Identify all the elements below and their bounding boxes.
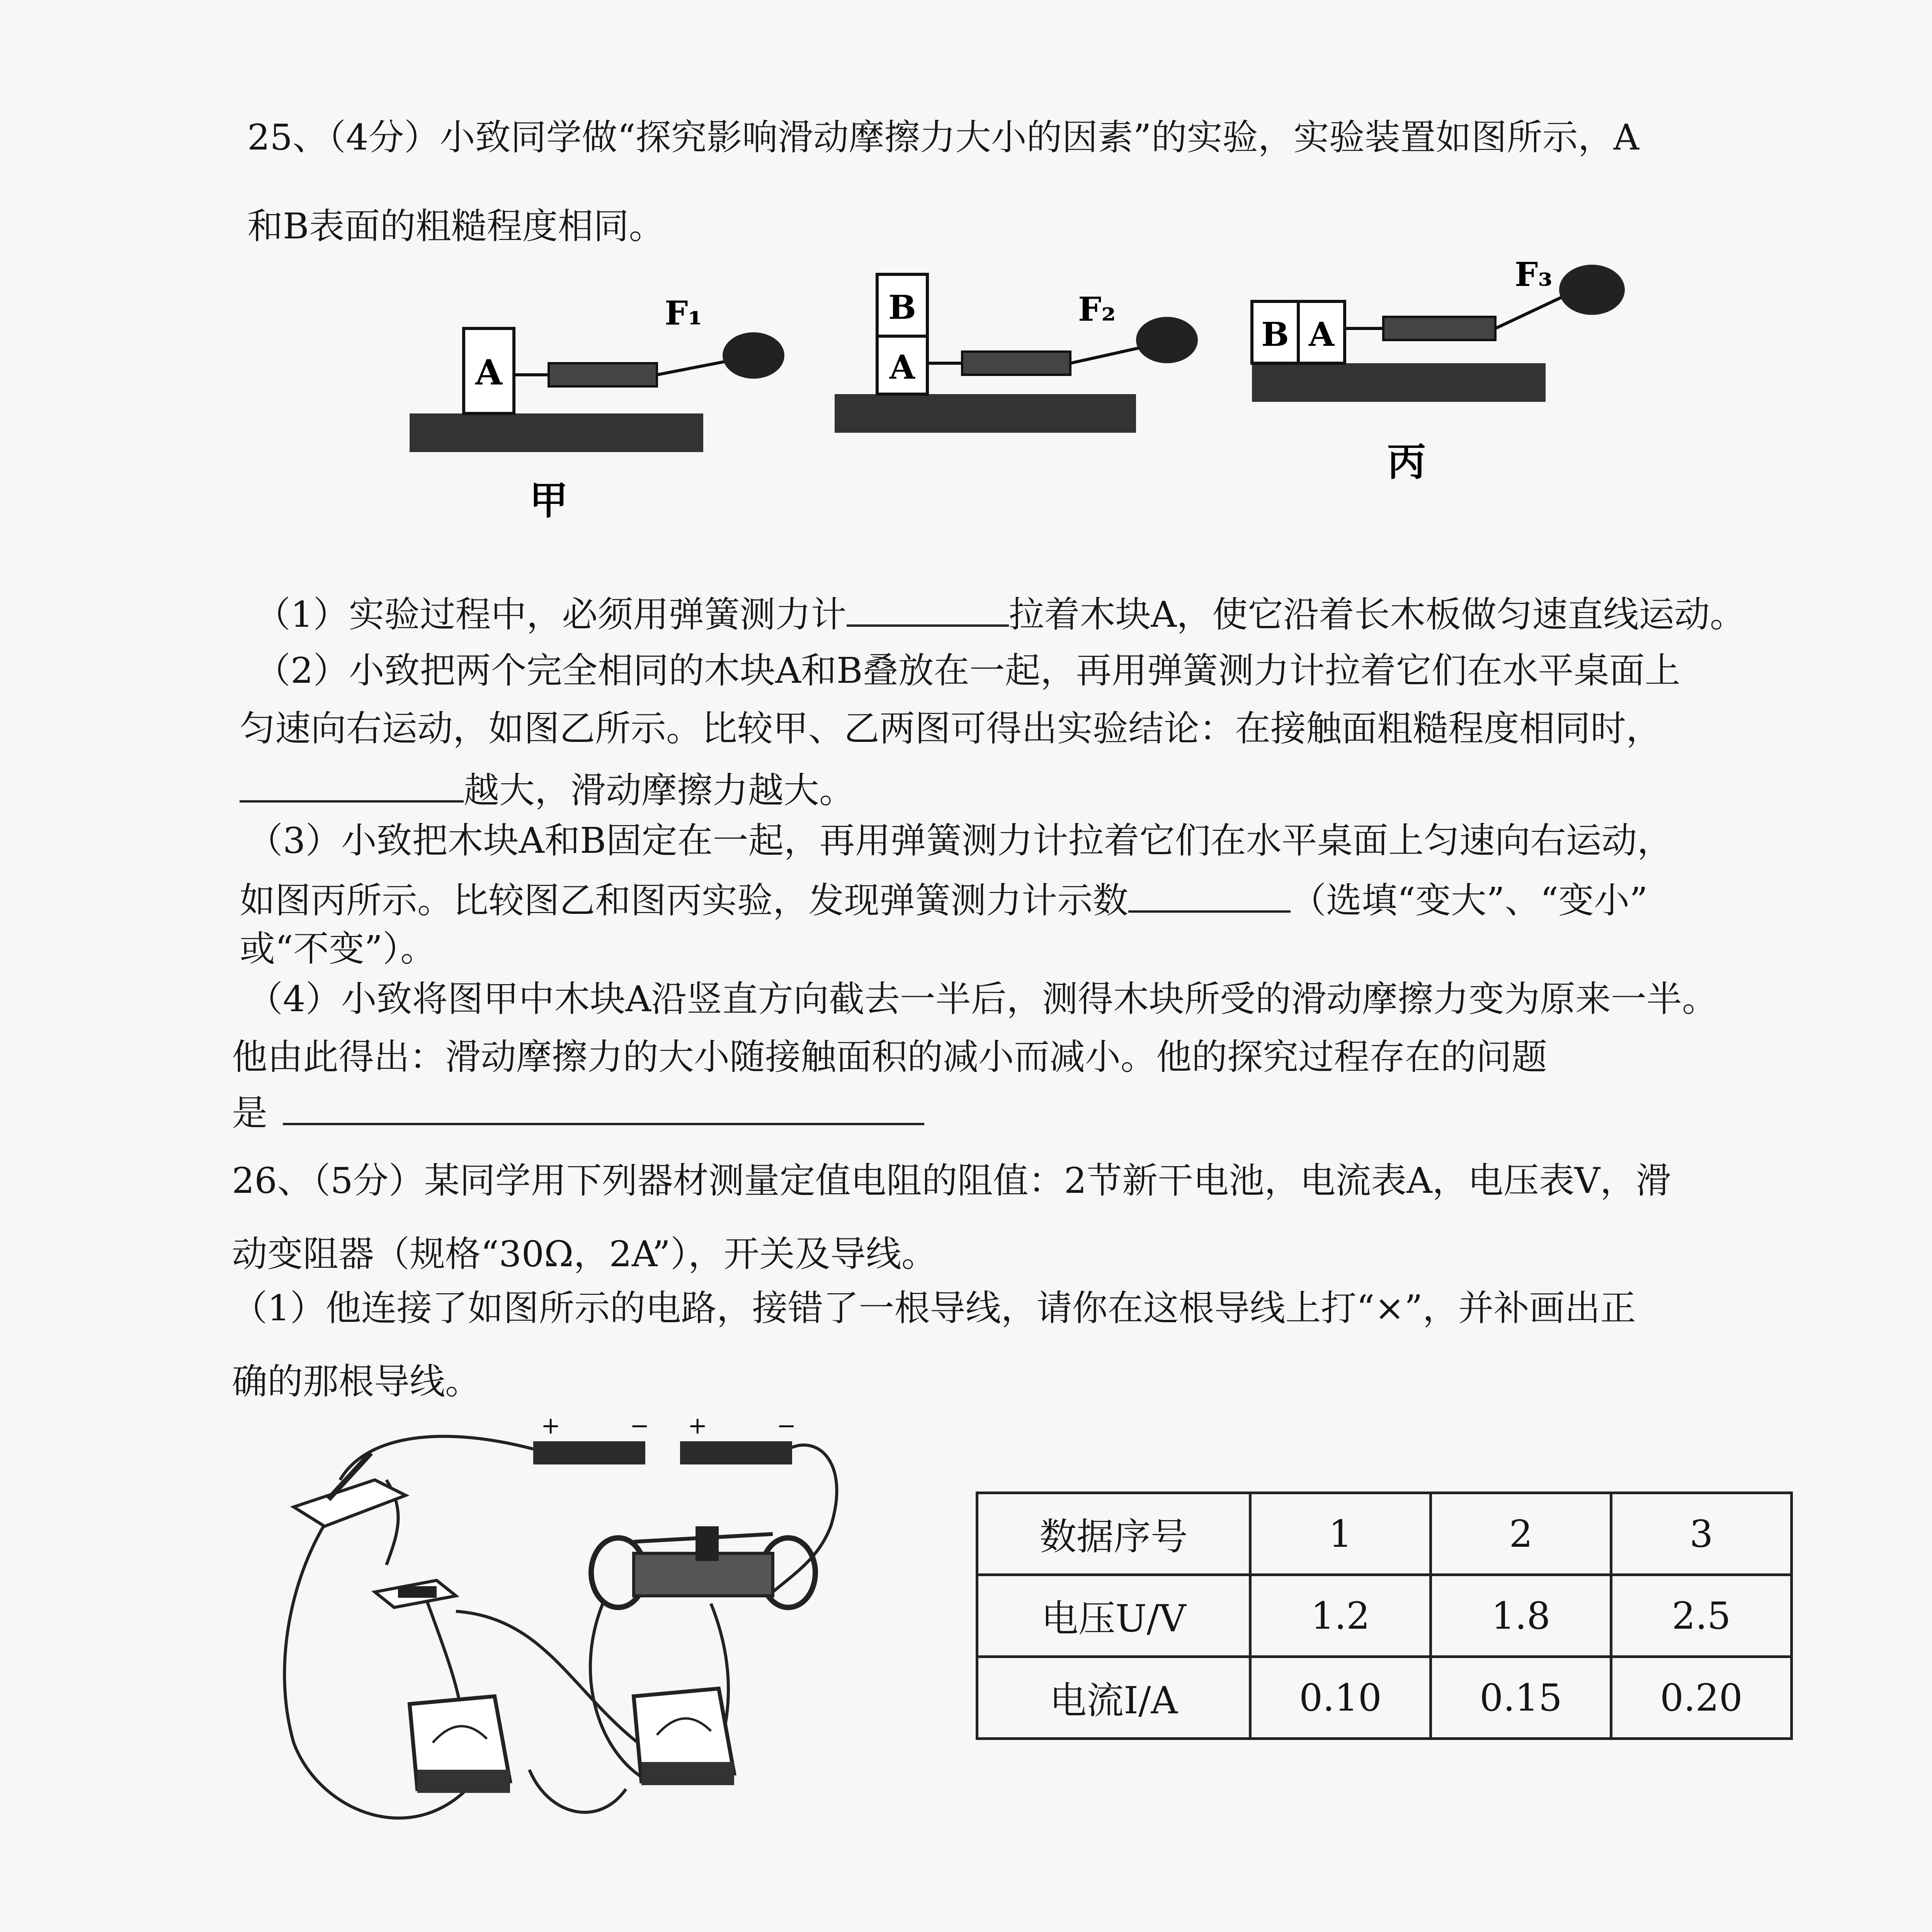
setup-jia bbox=[410, 294, 784, 523]
table-cell: 1 bbox=[1250, 1493, 1431, 1575]
q25-blank-2[interactable] bbox=[240, 767, 464, 803]
q25-part-4-line-2: 他由此得出：滑动摩擦力的大小随接触面积的减小而减小。他的探究过程存在的问题 bbox=[232, 1036, 1548, 1078]
q25-part-3-line-3: 或“不变”）。 bbox=[240, 928, 436, 969]
q25-part-1: （1）实验过程中，必须用弹簧测力计 拉着木块A，使它沿着长木板做匀速直线运动。 bbox=[255, 591, 1745, 636]
table-cell: 3 bbox=[1611, 1493, 1792, 1575]
q25-part-3-line-1: （3）小致把木块A和B固定在一起，再用弹簧测力计拉着它们在水平桌面上匀速向右运动， bbox=[247, 820, 1673, 861]
rheostat bbox=[591, 1526, 815, 1607]
fixed-resistor bbox=[375, 1580, 456, 1607]
switch bbox=[294, 1453, 406, 1526]
q25-part-4-line-3: 是 bbox=[232, 1090, 924, 1135]
table-cell: 2 bbox=[1431, 1493, 1611, 1575]
block-b-label: B bbox=[888, 288, 916, 327]
table-cell: 电压U/V bbox=[977, 1575, 1250, 1657]
svg-text:+: + bbox=[688, 1412, 707, 1439]
block-a-label: A bbox=[475, 352, 502, 393]
table-cell: 电流I/A bbox=[977, 1657, 1250, 1739]
f2-label: F₂ bbox=[1078, 290, 1116, 329]
setup-yi bbox=[835, 274, 1198, 433]
q26-data-table bbox=[976, 1492, 1793, 1740]
ammeter bbox=[410, 1696, 510, 1793]
table-row bbox=[977, 1575, 1792, 1657]
q25-blank-3[interactable] bbox=[1128, 877, 1291, 913]
q25-intro-line-1: 25、（4分）小致同学做“探究影响滑动摩擦力大小的因素”的实验，实验装置如图所示，A bbox=[247, 117, 1639, 158]
svg-text:−: − bbox=[777, 1412, 796, 1439]
q25-blank-1[interactable] bbox=[847, 591, 1009, 627]
q25-part-4-line-1: （4）小致将图甲中木块A沿竖直方向截去一半后，测得木块所受的滑动摩擦力变为原来一半。 bbox=[247, 978, 1718, 1020]
table-cell: 0.20 bbox=[1611, 1657, 1792, 1739]
caption-bing: 丙 bbox=[1387, 439, 1426, 485]
block-a-label: A bbox=[889, 348, 915, 387]
caption-jia: 甲 bbox=[529, 478, 568, 523]
table-row bbox=[977, 1493, 1792, 1575]
table-cell: 1.2 bbox=[1250, 1575, 1431, 1657]
table-cell: 0.10 bbox=[1250, 1657, 1431, 1739]
q25-part-2-line-2: 匀速向右运动，如图乙所示。比较甲、乙两图可得出实验结论：在接触面粗糙程度相同时， bbox=[240, 708, 1662, 749]
q25-part-2-line-1: （2）小致把两个完全相同的木块A和B叠放在一起，再用弹簧测力计拉着它们在水平桌面上 bbox=[255, 650, 1680, 691]
q25-part-2-line-3: 越大，滑动摩擦力越大。 bbox=[240, 767, 855, 812]
setup-bing bbox=[1252, 255, 1625, 485]
voltmeter bbox=[634, 1689, 734, 1785]
q25-part-3-line-2: 如图丙所示。比较图乙和图丙实验，发现弹簧测力计示数 （选填“变大”、“变小” bbox=[240, 877, 1648, 922]
q25-intro-line-2: 和B表面的粗糙程度相同。 bbox=[247, 206, 665, 247]
table-cell: 2.5 bbox=[1611, 1575, 1792, 1657]
battery-1 bbox=[533, 1412, 649, 1464]
svg-text:+: + bbox=[541, 1412, 561, 1439]
block-b-label: B bbox=[1261, 315, 1289, 354]
q25-blank-4[interactable] bbox=[283, 1090, 924, 1125]
block-a-label: A bbox=[1309, 315, 1334, 354]
table-cell: 1.8 bbox=[1431, 1575, 1611, 1657]
q26-intro-line-2: 动变阻器（规格“30Ω，2A”），开关及导线。 bbox=[232, 1233, 937, 1275]
table-cell: 数据序号 bbox=[977, 1493, 1250, 1575]
battery-2 bbox=[680, 1412, 796, 1464]
f3-label: F₃ bbox=[1515, 255, 1553, 294]
f1-label: F₁ bbox=[665, 294, 702, 333]
q26-part-1-line-2: 确的那根导线。 bbox=[232, 1361, 481, 1402]
svg-text:−: − bbox=[630, 1412, 650, 1439]
table-cell: 0.15 bbox=[1431, 1657, 1611, 1739]
table-row bbox=[977, 1657, 1792, 1739]
q26-intro-line-1: 26、（5分）某同学用下列器材测量定值电阻的阻值：2节新干电池，电流表A，电压表V，滑 bbox=[232, 1160, 1672, 1201]
q26-part-1-line-1: （1）他连接了如图所示的电路，接错了一根导线，请你在这根导线上打“×”，并补画出正 bbox=[232, 1287, 1636, 1329]
